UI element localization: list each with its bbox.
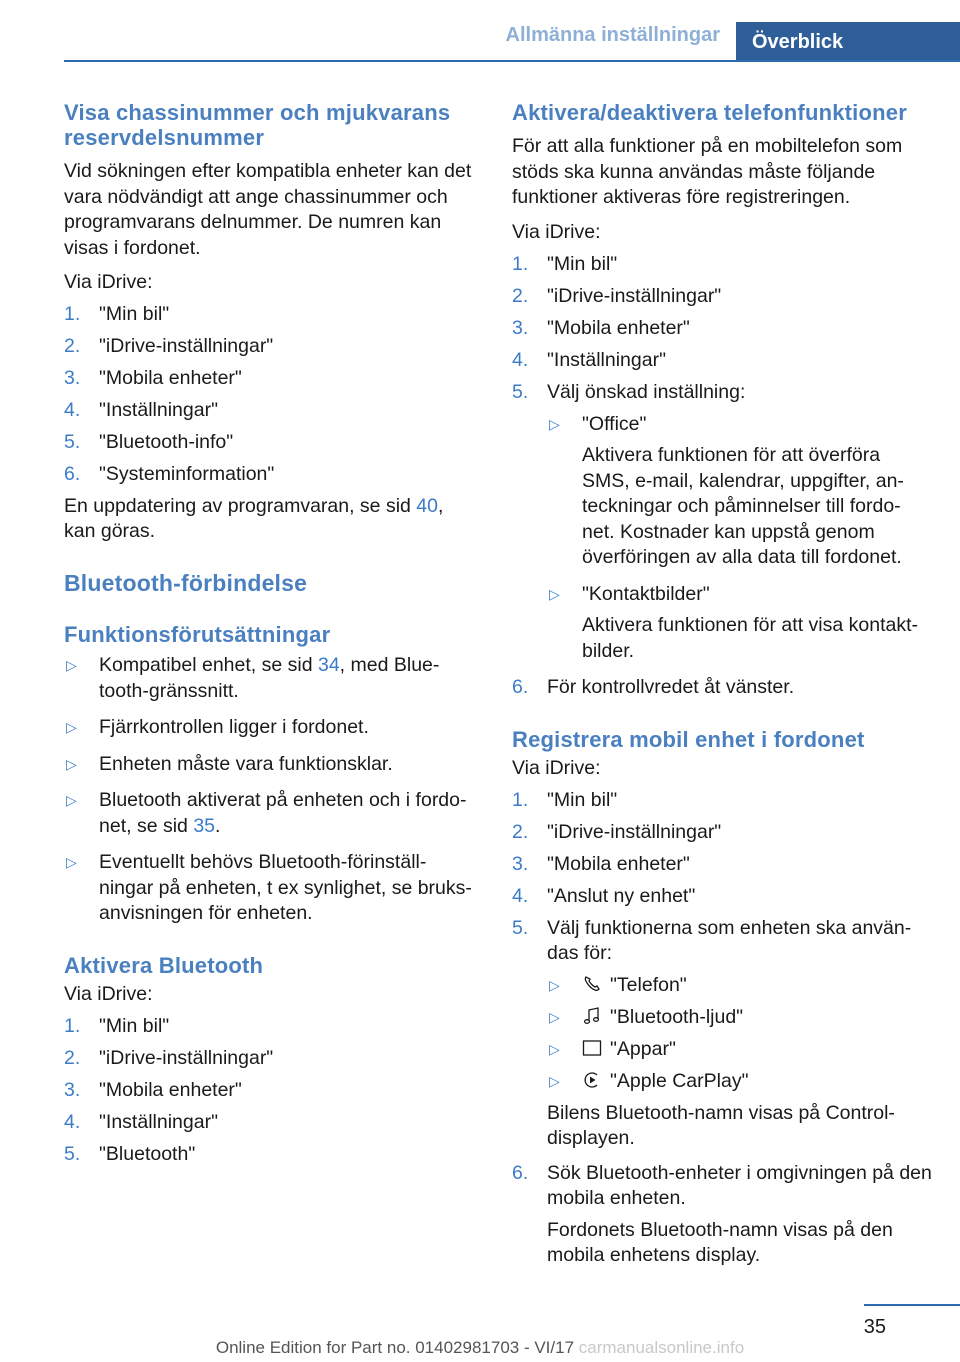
list-item: ▷ "Office" Aktivera funktionen för att överföra SMS, e-mail, kalendrar, uppgifter, an-teckningar och påminnelser till fordo-net. Kostnader kan uppstå genom överföringen av alla data till fordonet. [547,412,932,571]
left-column [64,100,479,1167]
via-idrive-label: Via iDrive: [64,982,153,1005]
page-number: 35 [863,1316,886,1338]
section-title-requirements: Funktionsförutsättningar [64,621,331,647]
list-item: ▷ Fjärrkontrollen ligger i fordonet. [66,716,369,738]
chassis-steps [64,302,479,488]
list-item: 6. Sök Bluetooth-enheter i omgivningen på den mobila enheten. Fordonets Bluetooth-namn visas på den mobila enhetens display. [512,1161,932,1269]
section-title-phone-functions: Aktivera/deaktivera telefonfunktioner [512,100,907,125]
list-item: ▷ "Telefon" [549,974,687,996]
list-item: 1. "Min bil" [64,303,170,325]
list-item: 2. "iDrive-inställningar" [64,1046,274,1069]
page-number-rule [864,1304,960,1306]
section-title-chassis-number: Visa chassinummer och mjukvarans reservdelsnummer [64,100,451,150]
list-item: 3. "Mobila enheter" [64,1078,242,1101]
option-description: Aktivera funktionen för att överföra SMS, e-mail, kalendrar, uppgifter, an-teckningar och påminnelser till fordo-net. Kostnader kan uppstå genom överföringen av alla data till fordonet. [582,444,904,568]
list-item: 2. "iDrive-inställningar" [512,820,722,843]
list-item: 4. "Inställningar" [64,399,218,421]
section-tab[interactable]: Allmänna inställningar [505,24,720,46]
play-circle-icon [582,1070,602,1090]
requirements-list [64,653,479,927]
list-item: 2. "iDrive-inställningar" [512,284,722,307]
list-item: 5. Välj funktionerna som enheten ska använ-das för: ▷ "Telefon" ▷ "Bluetooth-ljud" ▷ "Appar" ▷ "Apple CarPlay" Bilens Bluetooth-namn visas på Control-displayen. [512,916,932,1152]
list-item: 1. "Min bil" [512,788,618,811]
footer [0,1338,960,1358]
list-item: 4. "Inställningar" [512,348,666,371]
list-item: 3. "Mobila enheter" [64,367,242,389]
apps-icon [582,1038,602,1058]
list-item: 4. "Inställningar" [64,1110,218,1133]
list-item: 5. Välj önskad inställning: ▷ "Office" Aktivera funktionen för att överföra SMS, e-mail, kalendrar, uppgifter, an-teckningar och påminnelser till fordo-net. Kostnader kan uppstå genom överföringen av alla data till fordonet. ▷ "Kontaktbilder" Aktivera funktionen för att visa kontakt-bilder. [512,380,932,665]
right-column [512,100,932,1269]
list-item: 6. För kontrollvredet åt vänster. [512,676,795,698]
chassis-intro: Vid sökningen efter kompatibla enheter kan det vara nödvändigt att ange chassinummer och programvarans delnummer. De numren kan visas i fordonet. [64,160,472,259]
list-item: 4. "Anslut ny enhet" [512,884,696,907]
list-item: ▷ Eventuellt behövs Bluetooth-förinställ-ningar på enheten, t ex synlighet, se bruks-anvisningen för enheten. [66,851,472,924]
list-item: 5. "Bluetooth-info" [64,431,234,453]
section-title-register-device: Registrera mobil enhet i fordonet [512,726,865,752]
phone-icon [582,974,602,994]
list-item: 2. "iDrive-inställningar" [64,335,274,357]
bluetooth-name-display-note: Fordonets Bluetooth-namn visas på den mobila enhetens display. [547,1218,893,1266]
list-item: ▷ "Appar" [549,1038,676,1060]
list-item: 3. "Mobila enheter" [512,852,690,875]
section-title-bluetooth-connection: Bluetooth-förbindelse [64,569,308,596]
activate-bluetooth-steps [64,1014,479,1168]
option-description: Aktivera funktionen för att visa kontakt-bilder. [582,614,918,662]
via-idrive-label: Via iDrive: [512,220,601,243]
section-title-activate-bluetooth: Aktivera Bluetooth [64,952,264,978]
page-header [0,0,960,62]
chapter-tab[interactable]: Överblick [736,22,960,62]
list-item: ▷ "Kontaktbilder" Aktivera funktionen för att visa kontakt-bilder. [547,582,932,665]
list-item: 5. "Bluetooth" [64,1142,196,1165]
list-item: 3. "Mobila enheter" [512,316,690,339]
page-link-40[interactable]: 40 [416,494,438,517]
list-item: ▷ "Bluetooth-ljud" [549,1006,744,1028]
list-item: ▷ Bluetooth aktiverat på enheten och i fordo-net, se sid 35. [66,789,467,837]
page-link-34[interactable]: 34 [317,654,340,676]
phone-functions-steps [512,252,932,701]
list-item: ▷ Enheten måste vara funktionsklar. [66,752,393,775]
music-note-icon [582,1006,602,1026]
bluetooth-name-note: Bilens Bluetooth-namn visas på Control-displayen. [547,1101,895,1149]
list-item: ▷ Kompatibel enhet, se sid 34, med Blue-tooth-gränssnitt. [66,654,440,702]
function-options [547,973,932,1095]
setting-options [547,412,932,665]
register-device-steps [512,788,932,1269]
list-item: 6. "Systeminformation" [64,463,275,485]
footer-watermark: carmanualsonline.info [578,1338,745,1357]
update-note: En uppdatering av programvaran, se sid 40, kan göras. [64,494,444,542]
phone-functions-intro: För att alla funktioner på en mobiltelefon som stöds ska kunna användas måste följande funktioner aktiveras före registreringen. [512,135,903,208]
page-link-35[interactable]: 35 [193,814,216,837]
list-item: ▷ "Apple CarPlay" [549,1070,749,1092]
via-idrive-label: Via iDrive: [512,756,601,779]
footer-edition-text: Online Edition for Part no. 01402981703 - VI/17 [215,1338,575,1357]
list-item: 1. "Min bil" [64,1014,170,1037]
via-idrive-label: Via iDrive: [64,271,153,293]
header-rule [64,60,960,62]
list-item: 1. "Min bil" [512,252,618,275]
